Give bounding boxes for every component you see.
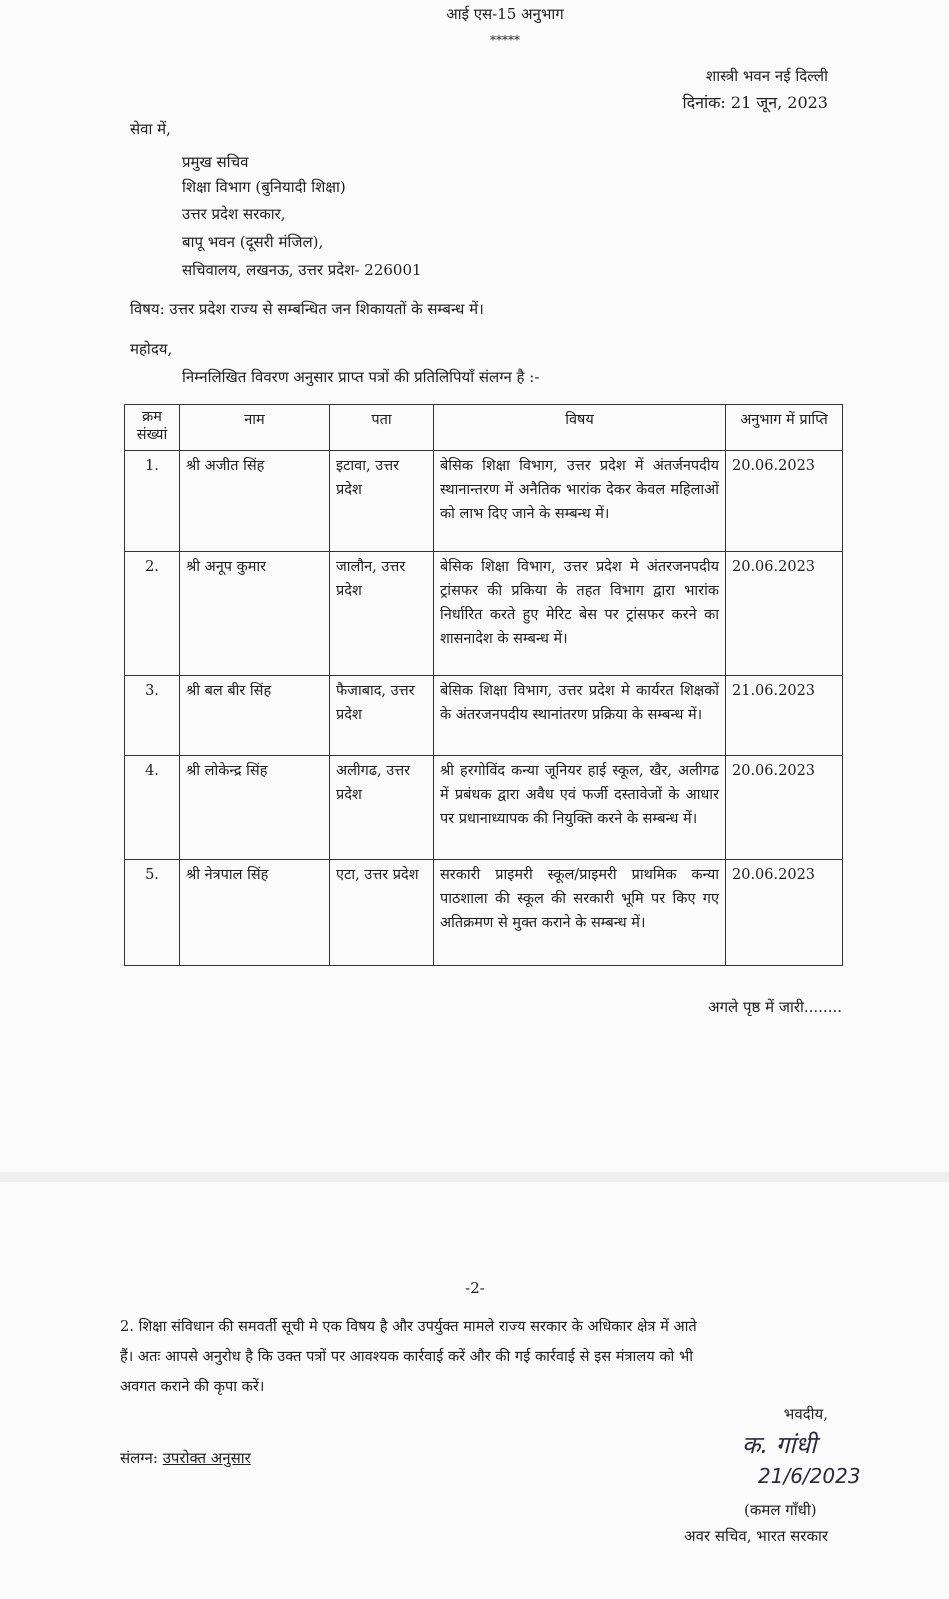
cell-name: श्री अजीत सिंह: [180, 451, 330, 552]
signatory-name: (कमल गाँधी): [744, 1501, 817, 1519]
cell-date: 20.06.2023: [726, 860, 843, 966]
stars-separator: *****: [490, 33, 520, 47]
header-name: नाम: [180, 405, 330, 451]
table-header-row: [125, 405, 843, 451]
page-two: [0, 1182, 949, 1599]
cell-address: जालौन, उत्तर प्रदेश: [330, 552, 434, 676]
cell-address: फैजाबाद, उत्तर प्रदेश: [330, 676, 434, 756]
recipient-line: बापू भवन (दूसरी मंजिल),: [182, 233, 324, 251]
cell-address: इटावा, उत्तर प्रदेश: [330, 451, 434, 552]
cell-serial: 1.: [125, 451, 180, 552]
cell-date: 20.06.2023: [726, 756, 843, 860]
cell-date: 20.06.2023: [726, 552, 843, 676]
cell-name: श्री नेत्रपाल सिंह: [180, 860, 330, 966]
header-subject: विषय: [434, 405, 726, 451]
cell-name: श्री अनूप कुमार: [180, 552, 330, 676]
signature-date: 21/6/2023: [758, 1464, 861, 1488]
cell-serial: 4.: [125, 756, 180, 860]
table-row: [125, 552, 843, 676]
recipient-line: उत्तर प्रदेश सरकार,: [182, 205, 286, 223]
cell-subject: बेसिक शिक्षा विभाग, उत्तर प्रदेश मे अंतरजनपदीय ट्रांसफर की प्रकिया के तहत विभाग द्वारा भारांक निर्धारित करते हुए मेरिट बेस पर ट्रांसफर करने का शासनादेश के सम्बन्ध में।: [434, 552, 726, 676]
paragraph-line: 2. शिक्षा संविधान की समवर्ती सूची मे एक विषय है और उपर्युक्त मामले राज्य सरकार के अधिकार क्षेत्र में आते: [120, 1318, 697, 1335]
intro-line: निम्नलिखित विवरण अनुसार प्राप्त पत्रों की प्रतिलिपियाँ संलग्न है :-: [182, 368, 540, 386]
table-row: [125, 676, 843, 756]
cell-serial: 5.: [125, 860, 180, 966]
paragraph-line: हैं। अतः आपसे अनुरोध है कि उक्त पत्रों पर आवश्यक कार्रवाई करें और की गई कार्रवाई से इस मंत्रालय को भी: [120, 1348, 694, 1365]
cell-date: 20.06.2023: [726, 451, 843, 552]
page-separator: [0, 1172, 949, 1182]
cell-subject: बेसिक शिक्षा विभाग, उत्तर प्रदेश में अंतर्जनपदीय स्थानान्तरण में अनैतिक भारांक देकर केवल महिलाओं को लाभ दिए जाने के सम्बन्ध में।: [434, 451, 726, 552]
header-address: पता: [330, 405, 434, 451]
cell-name: श्री बल बीर सिंह: [180, 676, 330, 756]
section-heading: आई एस-15 अनुभाग: [446, 5, 564, 23]
cell-serial: 3.: [125, 676, 180, 756]
cell-subject: सरकारी प्राइमरी स्कूल/प्राइमरी प्राथमिक कन्या पाठशाला की स्कूल की सरकारी भूमि पर किए गए अतिक्रमण से मुक्त कराने के सम्बन्ध में।: [434, 860, 726, 966]
salutation-to: सेवा में,: [130, 120, 171, 138]
signatory-title: अवर सचिव, भारत सरकार: [684, 1527, 828, 1545]
greeting: महोदय,: [130, 340, 173, 358]
recipient-line: प्रमुख सचिव: [182, 153, 249, 171]
place: शास्त्री भवन नई दिल्ली: [706, 67, 828, 85]
cell-address: एटा, उत्तर प्रदेश: [330, 860, 434, 966]
table-row: [125, 451, 843, 552]
cell-subject: बेसिक शिक्षा विभाग, उत्तर प्रदेश मे कार्यरत शिक्षकों के अंतरजनपदीय स्थानांतरण प्रक्रिया के सम्बन्ध में।: [434, 676, 726, 756]
cell-address: अलीगढ, उत्तर प्रदेश: [330, 756, 434, 860]
enclosure-label: संलग्न:: [120, 1449, 158, 1467]
recipient-line: सचिवालय, लखनऊ, उत्तर प्रदेश- 226001: [182, 261, 422, 279]
subject-line: विषय: उत्तर प्रदेश राज्य से सम्बन्धित जन शिकायतों के सम्बन्ध में।: [130, 300, 484, 318]
closing: भवदीय,: [783, 1405, 828, 1423]
recipient-line: शिक्षा विभाग (बुनियादी शिक्षा): [182, 178, 346, 196]
header-serial: क्रम संख्यां: [125, 405, 180, 451]
letter-date: दिनांक: 21 जून, 2023: [682, 93, 828, 112]
continued-note: अगले पृष्ठ में जारी........: [708, 998, 842, 1016]
cell-name: श्री लोकेन्द्र सिंह: [180, 756, 330, 860]
paragraph-line: अवगत कराने की कृपा करें।: [120, 1378, 265, 1395]
complaints-table: [124, 404, 843, 966]
cell-date: 21.06.2023: [726, 676, 843, 756]
enclosure-value: उपरोक्त अनुसार: [162, 1449, 251, 1467]
table-row: [125, 860, 843, 966]
header-received: अनुभाग में प्राप्ति: [726, 405, 843, 451]
cell-serial: 2.: [125, 552, 180, 676]
handwritten-signature: क. गांधी: [742, 1431, 817, 1459]
cell-subject: श्री हरगोविंद कन्या जूनियर हाई स्कूल, खैर, अलीगढ में प्रबंधक द्वारा अवैध एवं फर्जी दस्तावेजों के आधार पर प्रधानाध्यापक की नियुक्ति करने के सम्बन्ध में।: [434, 756, 726, 860]
page-number: -2-: [465, 1279, 485, 1297]
table-row: [125, 756, 843, 860]
enclosure: [120, 1448, 251, 1468]
